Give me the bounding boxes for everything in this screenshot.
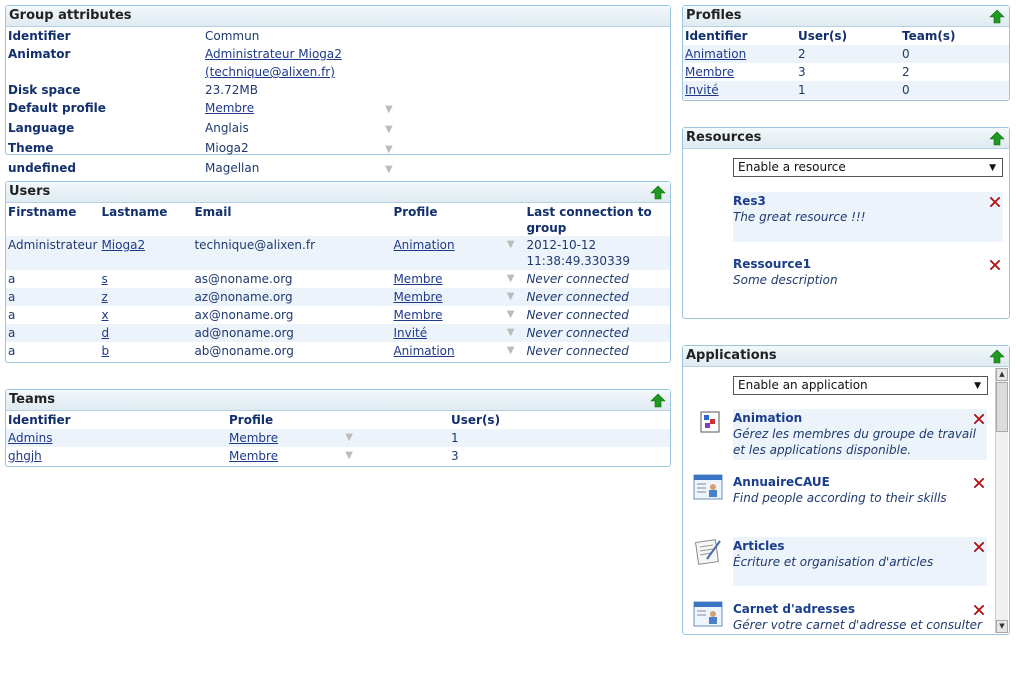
user-lastname-cell xyxy=(99,270,192,288)
column-header[interactable]: Team(s) xyxy=(902,29,956,43)
user-profile-cell xyxy=(391,342,524,360)
user-row xyxy=(6,270,670,288)
users-panel xyxy=(5,181,671,363)
group-attributes-panel xyxy=(5,5,671,175)
team-row xyxy=(6,429,670,447)
attribute-value-cell[interactable] xyxy=(203,159,383,179)
user-profile-link[interactable]: Animation xyxy=(393,344,455,358)
user-email: ax@noname.org xyxy=(194,308,294,322)
animation-icon xyxy=(693,409,723,437)
application-name[interactable]: AnnuaireCAUE xyxy=(733,475,830,489)
user-lastname-cell xyxy=(99,342,192,360)
user-email: technique@alixen.fr xyxy=(192,236,391,270)
application-name[interactable]: Animation xyxy=(733,411,803,425)
user-lastname-link[interactable]: x xyxy=(101,308,109,322)
profile-row xyxy=(683,81,1009,99)
resource-description: Some description xyxy=(733,273,838,287)
attribute-value-cell[interactable] xyxy=(203,99,383,119)
team-user-count: 3 xyxy=(451,449,459,463)
column-header[interactable]: User(s) xyxy=(798,29,848,43)
attribute-row xyxy=(6,119,670,139)
user-last-connection: Never connected xyxy=(526,308,629,322)
panel-title: Profiles xyxy=(686,8,742,23)
user-row xyxy=(6,306,670,324)
resource-description: The great resource !!! xyxy=(733,210,866,224)
user-email: as@noname.org xyxy=(194,272,293,286)
user-lastname-cell xyxy=(99,306,192,324)
user-lastname-cell xyxy=(99,324,192,342)
select-value: Enable a resource xyxy=(738,160,846,174)
attribute-row xyxy=(6,45,670,81)
user-row xyxy=(6,324,670,342)
resource-name[interactable]: Res3 xyxy=(733,194,766,208)
collapse-arrow-icon[interactable] xyxy=(990,10,1004,23)
resource-item[interactable] xyxy=(733,192,1003,242)
resource-item[interactable] xyxy=(733,255,1003,291)
application-item[interactable] xyxy=(733,473,987,524)
dropdown-arrow-icon: ▼ xyxy=(974,381,981,391)
attribute-row xyxy=(6,159,670,179)
dropdown-triangle-icon[interactable]: ▼ xyxy=(506,309,515,320)
attribute-value: Anglais xyxy=(205,121,249,135)
attribute-value-cell[interactable] xyxy=(203,139,383,159)
attribute-label: Theme xyxy=(8,141,54,155)
attribute-edit-cell xyxy=(383,81,670,99)
teams-header xyxy=(6,390,670,411)
user-profile-link[interactable]: Membre xyxy=(393,308,443,322)
user-firstname: a xyxy=(8,308,16,322)
user-last-connection: Never connected xyxy=(526,272,629,286)
attribute-row xyxy=(6,27,670,45)
profile-row xyxy=(683,45,1009,63)
profile-user-count: 2 xyxy=(796,45,900,63)
profile-user-count: 3 xyxy=(798,65,806,79)
applications-scrollbar[interactable] xyxy=(995,368,1008,633)
dropdown-triangle-icon[interactable]: ▼ xyxy=(385,104,393,115)
team-identifier-link[interactable]: Admins xyxy=(8,431,53,445)
profile-identifier-link[interactable]: Invité xyxy=(685,83,719,97)
attribute-value: 23.72MB xyxy=(205,83,258,97)
user-profile-cell xyxy=(391,324,524,342)
column-header[interactable]: Lastname xyxy=(101,205,168,219)
scroll-down-button[interactable]: ▼ xyxy=(996,620,1008,633)
panel-title: Resources xyxy=(686,130,762,145)
attribute-value[interactable]: Administrateur Mioga2 (technique@alixen.fr) xyxy=(205,47,342,79)
user-firstname: a xyxy=(8,272,16,286)
attribute-value-cell[interactable] xyxy=(203,119,383,139)
dropdown-triangle-icon[interactable]: ▼ xyxy=(345,450,353,461)
column-header[interactable]: Profile xyxy=(393,205,438,219)
dropdown-triangle-icon[interactable]: ▼ xyxy=(345,432,353,443)
attribute-edit-cell xyxy=(383,99,670,119)
applications-header xyxy=(683,346,1009,367)
column-header[interactable]: Firstname xyxy=(8,205,77,219)
profiles-panel xyxy=(682,5,1010,101)
attribute-row xyxy=(6,81,670,99)
collapse-arrow-icon[interactable] xyxy=(651,394,665,407)
teams-table xyxy=(6,411,670,465)
application-item[interactable] xyxy=(733,537,987,586)
user-profile-link[interactable]: Membre xyxy=(393,290,443,304)
user-firstname: Administrateur xyxy=(6,236,99,270)
user-lastname-cell xyxy=(99,236,192,270)
user-lastname-link[interactable]: z xyxy=(101,290,108,304)
attribute-label: Language xyxy=(8,121,75,135)
column-header[interactable]: Email xyxy=(194,205,232,219)
attribute-label: Disk space xyxy=(8,83,81,97)
delete-icon[interactable] xyxy=(973,477,985,489)
attribute-edit-cell xyxy=(383,159,670,179)
attribute-value-cell xyxy=(203,27,383,45)
attribute-edit-cell xyxy=(383,119,670,139)
team-user-count: 1 xyxy=(449,429,670,447)
user-row xyxy=(6,288,670,306)
user-row xyxy=(6,236,670,270)
user-lastname-link[interactable]: b xyxy=(101,344,110,358)
users-table xyxy=(6,203,670,360)
dropdown-triangle-icon[interactable]: ▼ xyxy=(506,239,515,250)
profile-team-count: 2 xyxy=(902,65,910,79)
team-row xyxy=(6,447,670,465)
application-description: Écriture et organisation d'articles xyxy=(733,555,934,569)
delete-icon[interactable] xyxy=(989,259,1001,271)
collapse-arrow-icon[interactable] xyxy=(651,186,665,199)
application-name[interactable]: Carnet d'adresses xyxy=(733,602,855,616)
attribute-value-cell xyxy=(203,45,383,81)
panel-title: Users xyxy=(9,184,51,199)
user-firstname: a xyxy=(8,344,16,358)
delete-icon[interactable] xyxy=(973,413,985,425)
delete-icon[interactable] xyxy=(989,196,1001,208)
user-lastname-cell xyxy=(99,288,192,306)
attribute-label: Identifier xyxy=(8,29,71,43)
collapse-arrow-icon[interactable] xyxy=(990,350,1004,363)
select-value: Enable an application xyxy=(738,378,868,392)
profile-identifier-cell xyxy=(683,81,796,99)
user-lastname-link[interactable]: s xyxy=(101,272,108,286)
profile-identifier-cell xyxy=(683,63,796,81)
user-profile-link[interactable]: Membre xyxy=(393,272,443,286)
user-row xyxy=(6,342,670,360)
attribute-row xyxy=(6,139,670,159)
user-firstname: a xyxy=(6,324,99,342)
resources-panel xyxy=(682,127,1010,319)
user-profile-link[interactable]: Animation xyxy=(393,238,455,252)
team-profile-link[interactable]: Membre xyxy=(229,449,279,463)
attribute-label: Default profile xyxy=(8,101,106,115)
user-email: ab@noname.org xyxy=(194,344,294,358)
delete-icon[interactable] xyxy=(973,541,985,553)
attribute-value: Magellan xyxy=(205,161,260,175)
column-header[interactable]: Profile xyxy=(229,413,274,427)
user-email: az@noname.org xyxy=(192,288,391,306)
dropdown-triangle-icon[interactable]: ▼ xyxy=(506,273,515,284)
user-last-connection: Never connected xyxy=(526,344,629,358)
user-last-connection: Never connected xyxy=(524,288,670,306)
group-attributes-table xyxy=(6,27,670,179)
dropdown-triangle-icon[interactable]: ▼ xyxy=(385,164,393,175)
attribute-label: undefined xyxy=(8,161,76,175)
profile-team-count: 0 xyxy=(900,81,1009,99)
application-description: Gérez les membres du groupe de travail et les applications disponible. xyxy=(733,427,976,457)
group-attributes-header xyxy=(6,6,670,27)
user-firstname: a xyxy=(6,288,99,306)
team-profile-cell xyxy=(227,429,449,447)
column-header[interactable]: User(s) xyxy=(451,413,501,427)
column-header[interactable]: Identifier xyxy=(685,29,748,43)
dropdown-triangle-icon[interactable]: ▼ xyxy=(506,291,515,302)
profiles-header xyxy=(683,6,1009,27)
panel-title: Applications xyxy=(686,348,777,363)
attribute-value: Mioga2 xyxy=(205,141,249,155)
delete-icon[interactable] xyxy=(973,604,985,616)
attribute-edit-cell xyxy=(383,45,670,81)
application-item[interactable] xyxy=(733,409,987,460)
collapse-arrow-icon[interactable] xyxy=(990,132,1004,145)
attribute-edit-cell xyxy=(383,139,670,159)
user-profile-cell xyxy=(391,306,524,324)
dropdown-arrow-icon: ▼ xyxy=(989,163,996,173)
panel-title: Teams xyxy=(9,392,56,407)
user-profile-cell xyxy=(391,270,524,288)
dropdown-triangle-icon[interactable]: ▼ xyxy=(506,345,515,356)
scroll-up-button[interactable]: ▲ xyxy=(996,368,1008,381)
directory-icon xyxy=(693,473,723,501)
panel-title: Group attributes xyxy=(9,8,132,23)
profile-identifier-link[interactable]: Animation xyxy=(685,47,747,61)
attribute-value: Commun xyxy=(205,29,260,43)
articles-icon xyxy=(693,537,723,565)
teams-panel xyxy=(5,389,671,467)
attribute-row xyxy=(6,99,670,119)
profile-row xyxy=(683,63,1009,81)
team-identifier-cell xyxy=(6,447,227,465)
application-item[interactable] xyxy=(733,600,987,634)
resource-name[interactable]: Ressource1 xyxy=(733,257,811,271)
application-description: Gérer votre carnet d'adresse et consulter xyxy=(733,618,982,632)
column-header[interactable]: Last connection to group xyxy=(526,205,652,235)
scroll-thumb[interactable] xyxy=(996,382,1008,432)
team-profile-link[interactable]: Membre xyxy=(229,431,279,445)
dropdown-triangle-icon[interactable]: ▼ xyxy=(385,144,393,155)
profile-identifier-cell xyxy=(683,45,796,63)
team-identifier-link[interactable]: ghgjh xyxy=(8,449,42,463)
attribute-value-cell xyxy=(203,81,383,99)
team-identifier-cell xyxy=(6,429,227,447)
attribute-value[interactable]: Membre xyxy=(205,101,255,115)
user-profile-cell xyxy=(391,236,524,270)
user-lastname-link[interactable]: Mioga2 xyxy=(101,238,146,252)
dropdown-triangle-icon[interactable]: ▼ xyxy=(385,124,393,135)
user-email: ad@noname.org xyxy=(192,324,391,342)
application-name[interactable]: Articles xyxy=(733,539,785,553)
profiles-table xyxy=(683,27,1009,99)
column-header[interactable]: Identifier xyxy=(8,413,71,427)
profile-user-count: 1 xyxy=(796,81,900,99)
profile-team-count: 0 xyxy=(900,45,1009,63)
application-description: Find people according to their skills xyxy=(733,491,947,505)
enable-application-select[interactable] xyxy=(733,376,988,395)
applications-panel xyxy=(682,345,1010,635)
attribute-edit-cell xyxy=(383,27,670,45)
user-last-connection: 2012-10-12 11:38:49.330339 xyxy=(524,236,670,270)
enable-resource-select[interactable] xyxy=(733,158,1003,177)
user-lastname-link[interactable]: d xyxy=(101,326,110,340)
dropdown-triangle-icon[interactable]: ▼ xyxy=(506,327,515,338)
attribute-label: Animator xyxy=(8,47,71,61)
profile-identifier-link[interactable]: Membre xyxy=(685,65,735,79)
user-last-connection: Never connected xyxy=(524,324,670,342)
users-header xyxy=(6,182,670,203)
resources-header xyxy=(683,128,1009,149)
user-profile-cell xyxy=(391,288,524,306)
team-profile-cell xyxy=(227,447,449,465)
address-book-icon xyxy=(693,600,723,628)
user-profile-link[interactable]: Invité xyxy=(393,326,428,340)
